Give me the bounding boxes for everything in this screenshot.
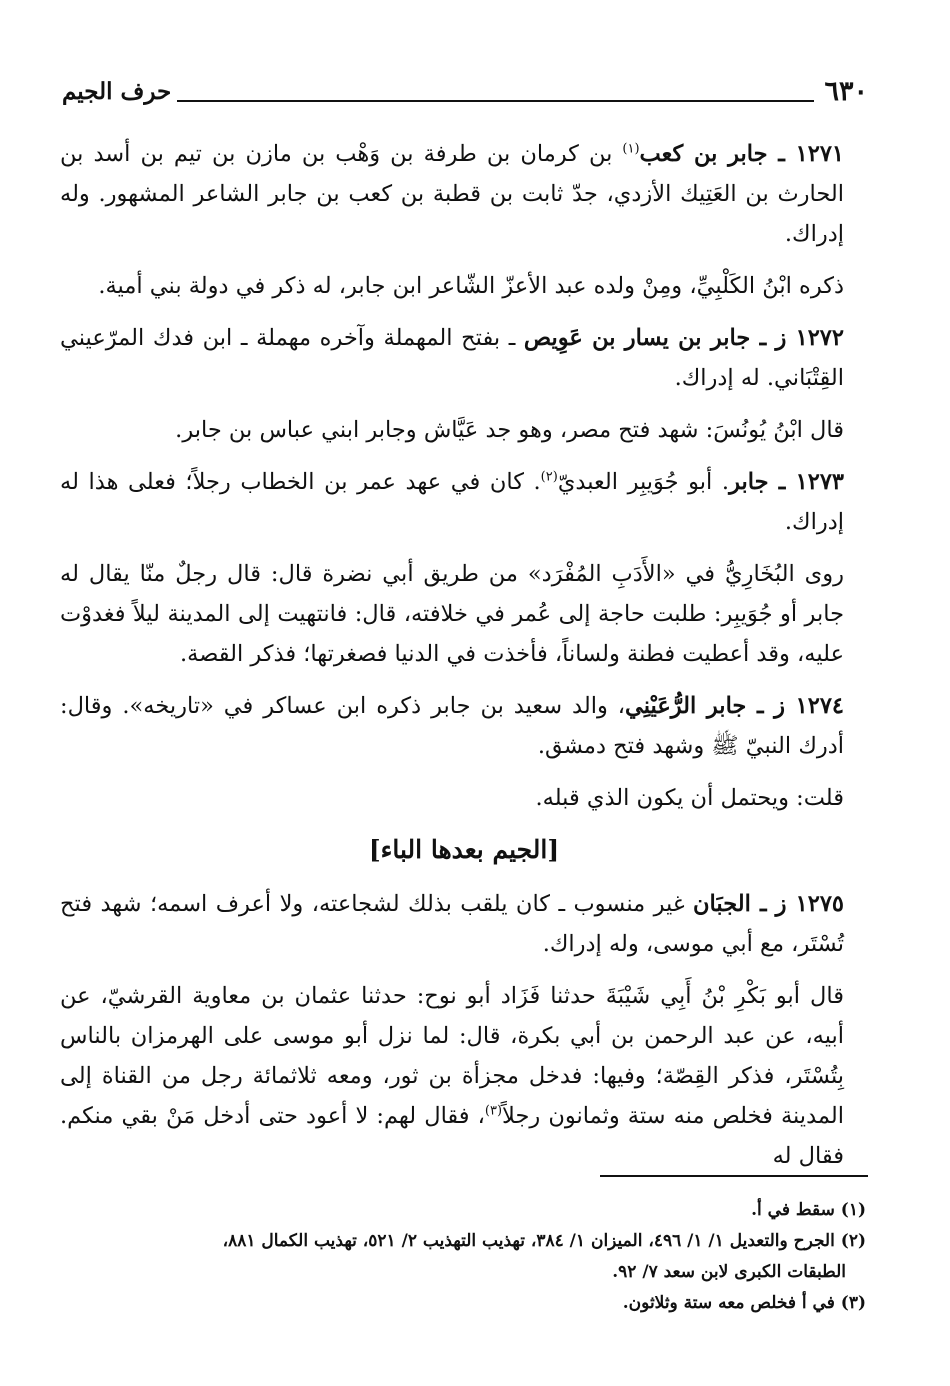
entry-name: جابر بن كعب <box>639 141 768 167</box>
footnote-3: (٣) في أ فخلص معه ستة وثلاثون. <box>622 1293 866 1313</box>
entry-text: ، والد سعيد بن جابر ذكره ابن عساكر في «تاريخه». وقال: أدرك النبيّ ﷺ وشهد فتح دمشق. <box>60 693 844 759</box>
paragraph: قلت: ويحتمل أن يكون الذي قبله. <box>535 785 844 811</box>
entry-name: جابر الرُّعَيْنِي <box>625 693 747 719</box>
entry-number: ١٢٧٣ ـ <box>768 469 844 495</box>
entry-name: جابر <box>729 469 769 495</box>
footnote-2: (٢) الجرح والتعديل ١/ ١/ ٤٩٦، الميزان ١/ ٣٨٤، تهذيب التهذيب ٢/ ٥٢١، تهذيب الكمال ٨٨١، <box>222 1231 866 1251</box>
page-number: ٦٣٠ <box>824 76 868 107</box>
entry-text: . أبو جُوَيبِر العبديّ <box>557 469 730 495</box>
entry-1274 <box>60 686 868 766</box>
footnote-rule <box>600 1175 868 1177</box>
section-heading: [الجيم بعدها الباء] <box>368 835 560 864</box>
entry-1273 <box>60 462 868 542</box>
entry-number: ١٢٧٥ ز ـ <box>750 891 844 917</box>
paragraph-text: ، فقال لهم: لا أعود حتى أدخل مَنْ بقي منكم. فقال له <box>60 1103 844 1169</box>
footnotes <box>60 1196 866 1320</box>
header-rule <box>177 100 814 102</box>
main-text <box>60 134 868 1188</box>
entry-name: الجبَان <box>693 891 751 917</box>
footnote-ref: (٢) <box>540 469 558 485</box>
running-title: حرف الجيم <box>62 78 172 105</box>
entry-1272 <box>60 318 868 398</box>
entry-text: غير منسوب ـ كان يلقب بذلك لشجاعته، ولا أعرف اسمه؛ شهد فتح تُسْتَر، مع أبي موسى، وله إدراك. <box>60 891 844 957</box>
paragraph <box>60 976 868 1176</box>
footnote-2-continued: الطبقات الكبرى لابن سعد ٧/ ٩٢. <box>612 1262 846 1282</box>
footnote-ref: (١) <box>622 141 640 157</box>
footnote-1: (١) سقط في أ. <box>751 1200 866 1220</box>
footnote-ref: (٣) <box>484 1103 503 1119</box>
entry-text: ـ بفتح المهملة وآخره مهملة ـ ابن فدك المرّعيني القِتْبَاني. له إدراك. <box>60 325 844 391</box>
paragraph: ذكره ابْنُ الكَلْبِيِّ، ومِنْ ولده عبد الأعزّ الشّاعر ابن جابر، له ذكر في دولة بني أمية. <box>98 273 844 299</box>
entry-number: ١٢٧٤ ز ـ <box>746 693 844 719</box>
entry-number: ١٢٧١ ـ <box>767 141 844 167</box>
entry-text: بن كرمان بن طرفة بن وَهْب بن مازن بن تيم بن أسد بن الحارث بن العَتِيك الأزدي، جدّ ثابت بن قطبة بن كعب بن جابر الشاعر المشهور. وله إدراك. <box>60 141 844 247</box>
entry-number: ١٢٧٢ ز ـ <box>750 325 844 351</box>
page-header <box>62 66 868 106</box>
paragraph: روى البُخَارِيُّ في «الأَدَبِ المُفْرَد» من طريق أبي نضرة قال: قال رجلٌ منّا يقال له جابر أو جُوَيبِر: طلبت حاجة إلى عُمر في خلافته، قال: فانتهيت إلى المدينة ليلاً فغدوْت عليه، وقد أعطيت فطنة ولساناً، فأخذت في الدنيا فصغرتها؛ فذكر القصة. <box>60 561 844 667</box>
paragraph-text: قال أبو بَكْرِ بْنُ أَبِي شَيْبَةَ حدثنا فَزَاد أبو نوح: حدثنا عثمان بن معاوية القرشيّ، عن أبيه، عن عبد الرحمن بن أبي بكرة، قال: لما نزل أبو موسى على الهرمزان بالناس بِتُسْتَر، فذكر القِصّة؛ وفيها: فدخل مجزأة بن ثور، ومعه ثلاثمائة رجل من القناة إلى المدينة فخلص منه ستة وثمانون رجلاً <box>60 983 844 1129</box>
entry-1275 <box>60 884 868 964</box>
entry-text: . كان في عهد عمر بن الخطاب رجلاً؛ فعلى هذا له إدراك. <box>60 469 844 535</box>
paragraph: قال ابْنُ يُونُسَ: شهد فتح مصر، وهو جد عَيَّاش وجابر ابني عباس بن جابر. <box>175 417 844 443</box>
entry-1271 <box>60 134 868 254</box>
entry-name: جابر بن يسار بن عَوِيص <box>523 325 751 351</box>
